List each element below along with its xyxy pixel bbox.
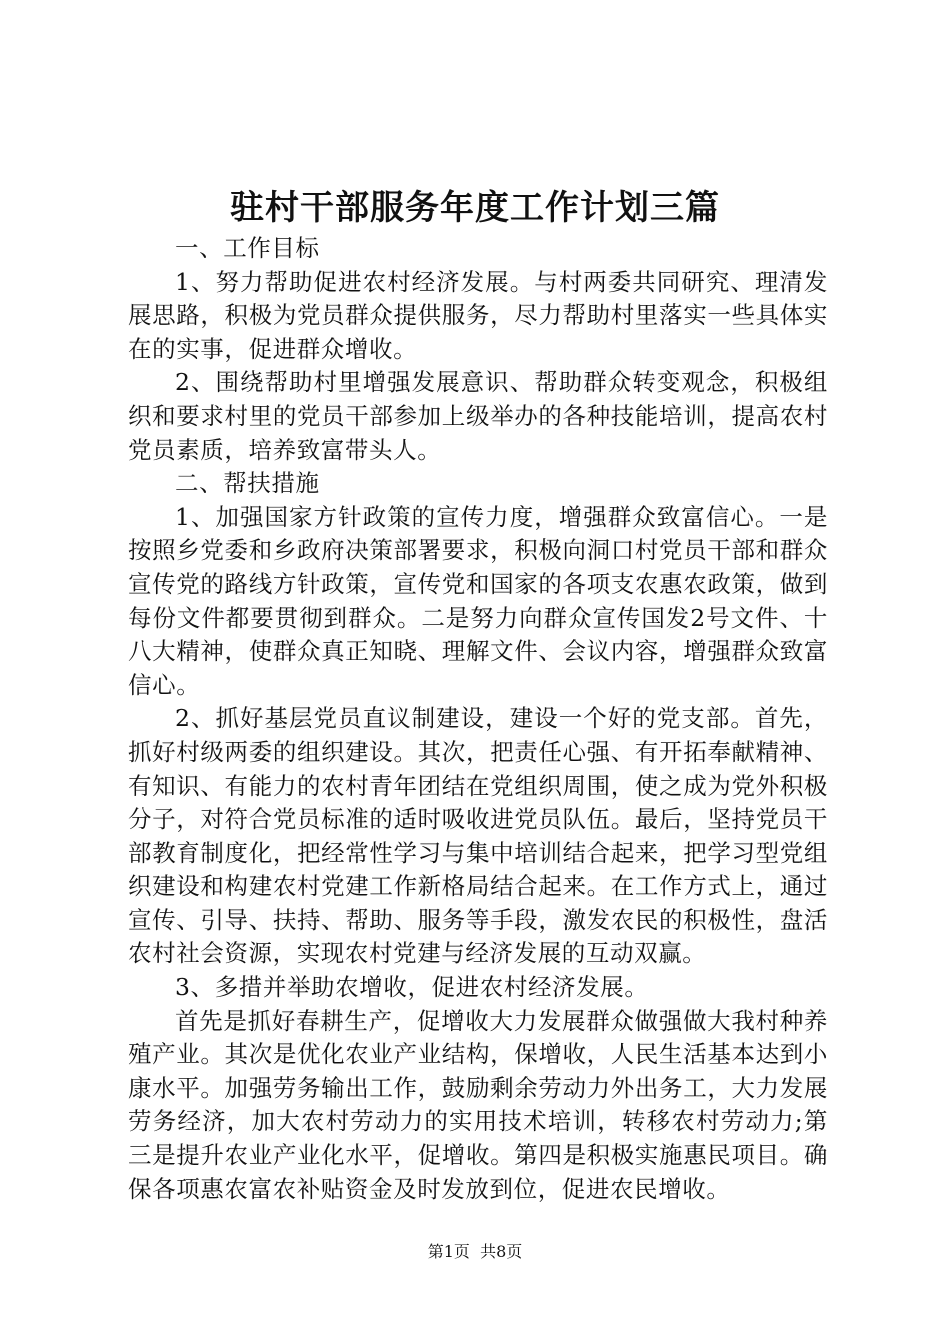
section-heading-measures: 二、帮扶措施 — [175, 469, 320, 498]
document-title: 驻村干部服务年度工作计划三篇 — [230, 188, 720, 228]
paragraph-goal-2: 2、围绕帮助村里增强发展意识、帮助群众转变观念，积极组织和要求村里的党员干部参加上级举办的各种技能培训，提高农村党员素质，培养致富带头人。 — [128, 368, 828, 464]
paragraph-measure-3: 3、多措并举助农增收，促进农村经济发展。 — [175, 973, 649, 1002]
paragraph-measure-2: 2、抓好基层党员直议制建设，建设一个好的党支部。首先，抓好村级两委的组织建设。其次，把责任心强、有开拓奉献精神、有知识、有能力的农村青年团结在党组织周围，使之成为党外积极分子，对符合党员标准的适时吸收进党员队伍。最后，坚持党员干部教育制度化，把经常性学习与集中培训结合起来，把学习型党组织建设和构建农村党建工作新格局结合起来。在工作方式上，通过宣传、引导、扶持、帮助、服务等手段，激发农民的积极性，盘活农村社会资源，实现农村党建与经济发展的互动双赢。 — [128, 704, 828, 968]
paragraph-measure-3-detail: 首先是抓好春耕生产，促增收大力发展群众做强做大我村种养殖产业。其次是优化农业产业结构，保增收，人民生活基本达到小康水平。加强劳务输出工作，鼓励剩余劳动力外出务工，大力发展劳务经济，加大农村劳动力的实用技术培训，转移农村劳动力;第三是提升农业产业化水平，促增收。第四是积极实施惠民项目。确保各项惠农富农补贴资金及时发放到位，促进农民增收。 — [128, 1006, 828, 1203]
paragraph-measure-1: 1、加强国家方针政策的宣传力度，增强群众致富信心。一是按照乡党委和乡政府决策部署要求，积极向洞口村党员干部和群众宣传党的路线方针政策，宣传党和国家的各项支农惠农政策，做到每份文件都要贯彻到群众。二是努力向群众宣传国发2号文件、十八大精神，使群众真正知晓、理解文件、会议内容，增强群众致富信心。 — [128, 502, 828, 699]
section-heading-goals: 一、工作目标 — [175, 234, 320, 262]
page-total: 共8页 — [480, 1242, 523, 1261]
document-body — [128, 232, 828, 1206]
page-footer — [0, 1240, 950, 1264]
paragraph-goal-1: 1、努力帮助促进农村经济发展。与村两委共同研究、理清发展思路，积极为党员群众提供服务，尽力帮助村里落实一些具体实在的实事，促进群众增收。 — [128, 267, 828, 363]
page-number: 第1页 — [427, 1242, 470, 1261]
